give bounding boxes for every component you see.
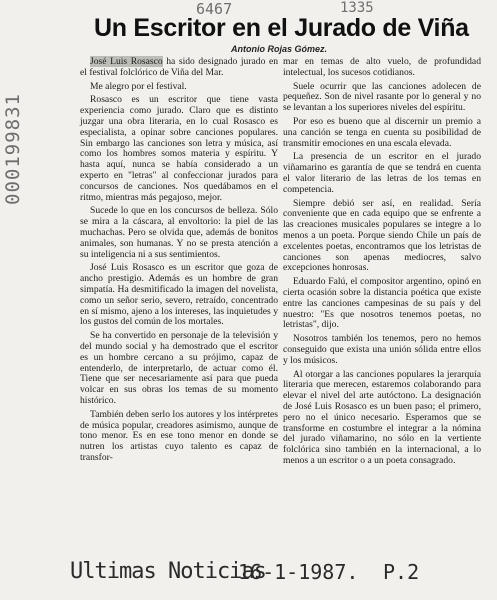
archive-code: 000199831: [2, 93, 24, 205]
handwritten-page: P.2: [383, 560, 420, 584]
paragraph-text: ha sido designado jurado en el festival folclórico de Viña del Mar.: [80, 56, 278, 78]
handwritten-source: Ultimas Noticias: [70, 559, 266, 584]
paragraph: Se ha convertido en personaje de la televisión y del mundo social y ha demostrado que el escritor es un hombre cercano a su prójimo, capaz de entenderlo, de interpretarlo, de actuar como él. Tiene que ser necesariamente así para que pueda volcar en sus obras los temas de su momento histórico.: [80, 330, 278, 406]
article-author: Antonio Rojas Gómez.: [231, 44, 328, 54]
paragraph: Rosasco es un escritor que tiene vasta experiencia como jurado. Claro que es distinto juzgar una obra literaria, en lo cual Rosasco es especialista, a opinar sobre canciones populares. Sin embargo las canciones son letra y música, así como los hombres somos materia y espíritu. Y hasta aquí, nunca se había considerado a un experto en "letras" al confeccionar jurados para concursos de canciones. Nos quedábamos en el ritmo, mientras más pegajoso, mejor.: [80, 94, 278, 203]
handwritten-date: 16-1-1987.: [238, 560, 359, 584]
paragraph: Siempre debió ser así, en realidad. Sería conveniente que en cada equipo que se enfrente a las creaciones musicales populares se integre a lo menos a un poeta. Porque siendo Chile un país de excelentes poetas, encontramos que los letristas de canciones son apenas mediocres, salvo excepciones honrosas.: [283, 197, 481, 274]
highlighted-text: José Luis Rosasco: [90, 56, 163, 67]
article-title: Un Escritor en el Jurado de Viña: [94, 14, 469, 42]
paragraph: [80, 57, 278, 79]
paragraph: José Luis Rosasco es un escritor que goza de ancho prestigio. Además es un hombre de gran simpatía. Ha desmitificado la imagen del novelista, como un señor serio, severo, retraído, concentrado en sí mismo, ajeno a los intereses, las inquietudes y los gustos del común de los mortales.: [80, 262, 278, 328]
paragraph: Nosotros también los tenemos, pero no hemos conseguido que exista una unión sólida entre ellos y los músicos.: [283, 333, 481, 366]
paragraph: Me alegro por el festival.: [90, 80, 187, 92]
handnote-top-right: 1335: [340, 0, 374, 16]
paragraph: Suele ocurrir que las canciones adolecen de pequeñez. Son de nivel rasante por lo general y no se levantan a los superiores niveles del espíritu.: [283, 80, 481, 114]
paragraph: Sucede lo que en los concursos de belleza. Sólo se mira a la cáscara, al envoltorio: la piel de las muchachas. Pero se olvida que, además de bonitos animales, son humanas. Y no se presta atención a su inteligencia ni a sus sentimientos.: [80, 205, 278, 260]
paragraph: También deben serlo los autores y los intérpretes de música popular, creadores asimismo, aunque de tono menor. Es en ese tono menor en donde se nutren los artistas cuyo talento es capaz de transfor-: [80, 408, 278, 463]
article-column-left: [80, 57, 278, 467]
paragraph: Por eso es bueno que al discernir un premio a una canción se tenga en cuenta su posibilidad de transmitir emociones en una escala elevada.: [283, 115, 481, 149]
paragraph: Al otorgar a las canciones populares la jerarquía literaria que merecen, estaremos colaborando para elevar el nivel del arte autóctono. La designación de José Luis Rosasco es un buen paso; el primero, pero no el único necesario. Esperamos que se transforme en costumbre el integrar a la nómina del jurado viñamarino, no sólo en la vertiente folclórica sino también en la internacional, a lo menos a un escritor o a un poeta consagrado.: [283, 368, 481, 466]
handnote-top-left: 6467: [196, 0, 233, 18]
paragraph: La presencia de un escritor en el jurado viñamarino es garantía de que se tendrá en cuenta el valor literario de las letras de los temas en competencia.: [283, 151, 481, 195]
article-column-right: [283, 57, 481, 470]
paragraph: mar en temas de alto vuelo, de profundidad intelectual, los sucesos cotidianos.: [283, 56, 481, 78]
paragraph: Eduardo Falú, el compositor argentino, opinó en cierta ocasión sobre la distancia poética que existe entre las canciones campesinas de su país y del nuestro: "Es que nosotros tenemos poetas, no letristas", dijo.: [283, 276, 481, 331]
